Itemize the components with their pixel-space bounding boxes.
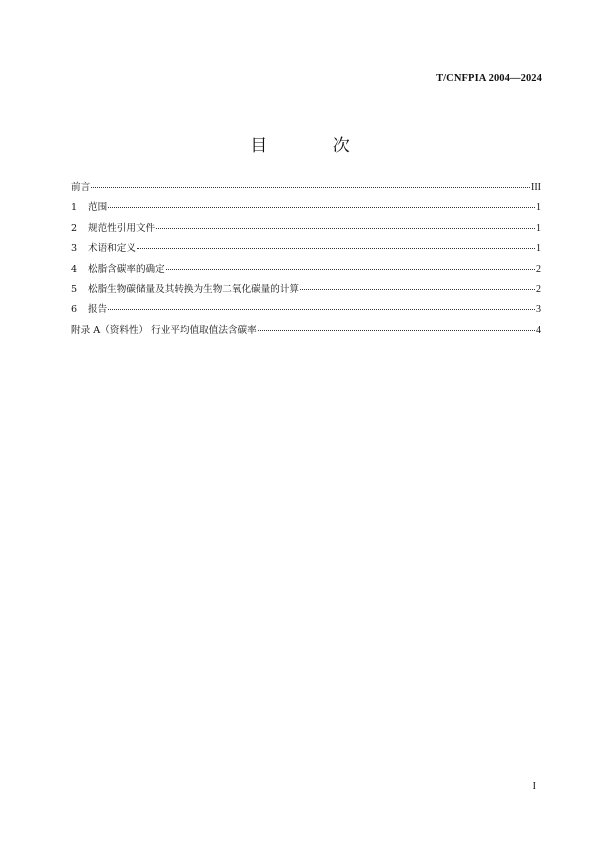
toc-entry-page: 1 (536, 202, 541, 214)
toc-entry-number: 1 (71, 202, 78, 214)
dot-leader (300, 289, 535, 290)
dot-leader (166, 269, 535, 270)
document-code: T/CNFPIA 2004—2024 (436, 73, 542, 84)
toc-entry-number: 2 (71, 222, 78, 234)
dot-leader (258, 330, 535, 331)
toc-entry-page: 2 (536, 263, 541, 275)
dot-leader (108, 309, 535, 310)
table-of-contents (71, 181, 541, 344)
toc-entry-foreword[interactable] (71, 181, 541, 201)
toc-entry-scope[interactable] (71, 201, 541, 221)
toc-entry-page: 3 (536, 304, 541, 316)
toc-entry-page: 4 (536, 324, 541, 336)
toc-entry-number: 4 (71, 263, 78, 275)
toc-entry-page: 1 (536, 243, 541, 255)
toc-entry-normative-references[interactable] (71, 222, 541, 242)
toc-entry-terms[interactable] (71, 242, 541, 262)
toc-entry-page: 2 (536, 283, 541, 295)
toc-entry-page: 1 (536, 222, 541, 234)
toc-entry-report[interactable] (71, 303, 541, 323)
toc-entry-label: 前言 (71, 182, 91, 193)
toc-entry-label: 附录 A（资料性） 行业平均值取值法含碳率 (71, 324, 257, 336)
dot-leader (91, 187, 530, 188)
page-number: I (532, 781, 536, 792)
toc-entry-label: 1 范围 (71, 202, 108, 214)
toc-entry-label: 2 规范性引用文件 (71, 222, 156, 234)
dot-leader (108, 207, 535, 208)
toc-entry-label: 3 术语和定义 (71, 243, 136, 255)
dot-leader (156, 228, 535, 229)
toc-entry-number: 5 (71, 283, 78, 295)
toc-entry-label: 6 报告 (71, 304, 108, 316)
toc-entry-label: 5 松脂生物碳储量及其转换为生物二氧化碳量的计算 (71, 283, 300, 295)
toc-entry-number: 6 (71, 304, 78, 316)
toc-title: 目 次 (250, 136, 380, 156)
toc-entry-carbon-content[interactable] (71, 263, 541, 283)
toc-entry-page: III (531, 182, 541, 193)
toc-entry-appendix-a[interactable] (71, 324, 541, 344)
dot-leader (137, 248, 535, 249)
toc-entry-number: 3 (71, 243, 78, 255)
toc-entry-label: 4 松脂含碳率的确定 (71, 263, 165, 275)
toc-entry-calculation[interactable] (71, 283, 541, 303)
